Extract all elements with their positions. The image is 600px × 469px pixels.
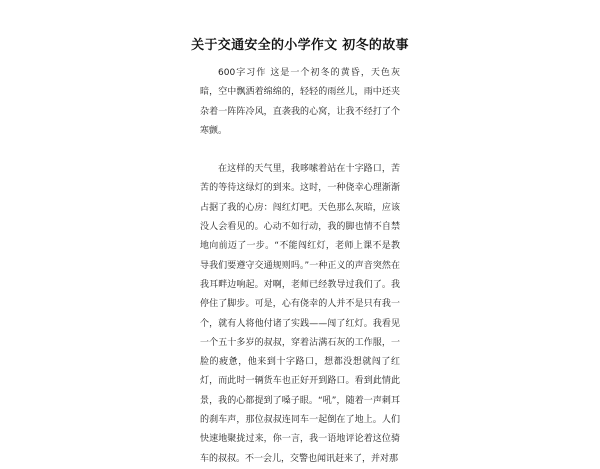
document-title: 关于交通安全的小学作文 初冬的故事 bbox=[191, 38, 409, 53]
paragraph-crossroad: 在这样的天气里，我哆嗦着站在十字路口，苦苦的等待这绿灯的到来。这时，一种侥幸心理渐渐占据了我的心房：闯红灯吧。天色那么灰暗，应该没人会看见的。心动不如行动，我的脚也情不自禁地向前迈了一步。“不能闯红灯，老师上课不是教导我们要遵守交通规则吗。”一种正义的声音突然在我耳畔边响起。对啊，老师已经教导过我们了。我停住了脚步。可是，心有侥幸的人并不是只有我一个，就有人将他付诸了实践——闯了红灯。我看见一个五十多岁的叔叔，穿着沾满石灰的工作服，一脸的疲惫，他来到十字路口，想都没想就闯了红灯，而此时一辆货车也正好开到路口。看到此情此景，我的心都提到了嗓子眼。“吼”，随着一声刺耳的刹车声，那位叔叔连同车一起倒在了地上。人们快速地聚拢过来，你一言，我一语地评论着这位骑车的叔叔。不一会儿，交警也闻讯赶来了，并对那 bbox=[200, 164, 400, 464]
paragraph-intro: 600字习作 这是一个初冬的黄昏，天色灰暗，空中飘洒着绵绵的，轻轻的雨丝儿，雨中还夹杂着一阵阵冷风，直袭我的心窝，让我不经打了个寒颤。 bbox=[200, 68, 400, 136]
document-body bbox=[200, 64, 400, 469]
